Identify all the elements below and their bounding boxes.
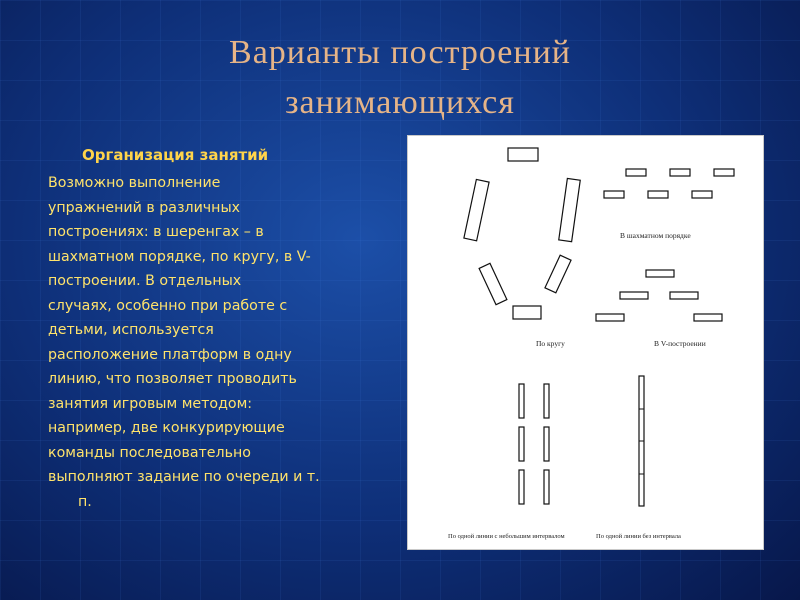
body-line: команды последовательно (48, 444, 251, 461)
platform (519, 384, 524, 418)
body-paragraph (48, 171, 393, 514)
label-checkerboard: В шахматном порядке (620, 231, 691, 240)
body-line: выполняют задание по очереди и т. (48, 469, 320, 485)
platform (694, 314, 722, 321)
line-with-interval-formation (448, 384, 565, 540)
platform (508, 148, 538, 161)
platform (648, 191, 668, 198)
platform (646, 270, 674, 277)
body-line: занятия игровым методом: (48, 395, 253, 412)
title-line-1: Варианты построений (229, 34, 571, 71)
platform (714, 169, 734, 176)
label-v-formation: В V-построении (654, 339, 706, 348)
platform (670, 169, 690, 176)
body-line: п. (78, 493, 92, 510)
platform (513, 306, 541, 319)
platform (620, 292, 648, 299)
platform (692, 191, 712, 198)
platform (544, 470, 549, 504)
checkerboard-formation (604, 169, 734, 240)
section-subtitle: Организация занятий (82, 146, 269, 164)
body-line: случаях, особенно при работе с (48, 297, 288, 314)
slide-title (0, 28, 800, 128)
platform (545, 255, 571, 293)
formations-diagram (408, 136, 763, 549)
platform (464, 179, 489, 240)
body-line: построении. В отдельных (48, 273, 242, 289)
line-no-interval-formation (596, 376, 681, 540)
platform (626, 169, 646, 176)
body-line: Возможно выполнение (48, 175, 221, 191)
v-formation (596, 270, 722, 348)
platform (479, 263, 507, 304)
label-circle: По кругу (536, 339, 565, 348)
platform (604, 191, 624, 198)
platform (519, 427, 524, 461)
body-line: упражнений в различных (48, 199, 241, 216)
body-line: например, две конкурирующие (48, 420, 285, 436)
label-line-no-interval: По одной линии без интервала (596, 533, 681, 540)
platform (559, 178, 581, 241)
body-line: построениях: в шеренгах – в (48, 224, 264, 240)
platform (670, 292, 698, 299)
platform (519, 470, 524, 504)
circle-formation (464, 148, 580, 348)
body-line: детьми, используется (48, 322, 214, 338)
body-line: шахматном порядке, по кругу, в V- (48, 248, 311, 265)
body-line: линию, что позволяет проводить (48, 371, 297, 387)
title-line-2: занимающихся (285, 84, 515, 121)
platform (544, 384, 549, 418)
platform (544, 427, 549, 461)
formations-figure (407, 135, 764, 550)
body-line: расположение платформ в одну (48, 346, 292, 363)
platform (596, 314, 624, 321)
label-line-with-interval: По одной линии с небольшим интервалом (448, 533, 565, 540)
